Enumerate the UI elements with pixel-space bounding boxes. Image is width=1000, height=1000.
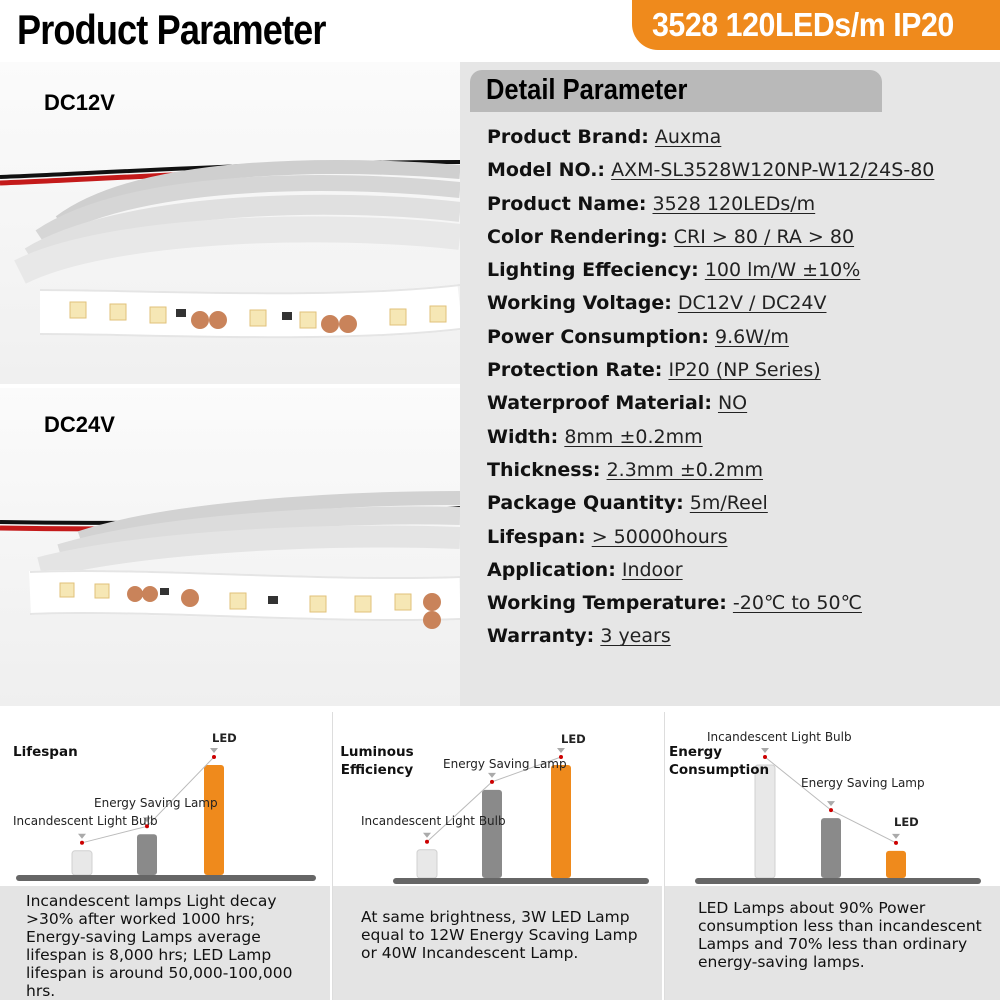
parameter-row — [487, 555, 934, 588]
chart-baseline — [393, 878, 649, 884]
parameter-row — [487, 588, 934, 621]
parameter-value: 8mm ±0.2mm — [564, 425, 703, 448]
pointer-triangle-icon — [78, 834, 86, 839]
parameter-row — [487, 189, 934, 222]
parameter-label: Power Consumption: — [487, 325, 709, 348]
parameter-label: Thickness: — [487, 458, 601, 481]
lifespan-comparison-panel — [0, 712, 330, 1000]
bar-incandescent — [755, 765, 775, 878]
bar-energy-saving — [821, 818, 841, 878]
bar-label-incandescent: Incandescent Light Bulb — [707, 730, 852, 744]
parameter-row — [487, 122, 934, 155]
parameter-label: Working Voltage: — [487, 292, 672, 315]
parameter-value: CRI > 80 / RA > 80 — [673, 225, 855, 248]
parameter-row — [487, 522, 934, 555]
pointer-triangle-icon — [488, 773, 496, 778]
parameter-value: 3528 120LEDs/m — [652, 192, 816, 215]
bar-label-led: LED — [561, 732, 586, 746]
parameter-label: Waterproof Material: — [487, 392, 712, 415]
parameter-value: Auxma — [654, 126, 722, 148]
parameter-value: -20℃ to 50℃ — [732, 592, 862, 615]
parameter-label: Warranty: — [487, 625, 595, 648]
parameter-value: Indoor — [621, 558, 683, 581]
parameter-label: Protection Rate: — [487, 359, 663, 382]
parameter-row — [487, 621, 934, 654]
parameter-row — [487, 322, 934, 355]
parameter-value: > 50000hours — [591, 525, 728, 548]
chart-baseline — [695, 878, 981, 884]
detail-parameter-heading-text: Detail Parameter — [486, 74, 688, 106]
bar-incandescent — [72, 851, 92, 875]
pointer-triangle-icon — [210, 748, 218, 753]
parameter-row — [487, 455, 934, 488]
parameter-label: Lifespan: — [487, 525, 586, 548]
parameter-label: Product Name: — [487, 192, 647, 215]
pointer-triangle-icon — [423, 833, 431, 838]
bar-label-led: LED — [212, 731, 237, 745]
parameter-label: Application: — [487, 558, 616, 581]
bar-label-incandescent: Incandescent Light Bulb — [13, 814, 158, 828]
parameter-value: AXM-SL3528W120NP-W12/24S-80 — [611, 159, 935, 182]
panel-title: Lifespan — [13, 744, 78, 760]
parameter-row — [487, 488, 934, 521]
bar-label-incandescent: Incandescent Light Bulb — [361, 814, 506, 828]
parameter-value: IP20 (NP Series) — [668, 359, 821, 382]
bar-led — [886, 851, 906, 878]
bar-label-led: LED — [894, 815, 919, 829]
parameter-label: Width: — [487, 425, 559, 448]
led-strip-photo-12v — [0, 62, 460, 384]
bar-label-energy-saving: Energy Saving Lamp — [801, 776, 925, 790]
parameter-list — [487, 122, 934, 655]
bar-energy-saving — [137, 834, 157, 875]
trend-dot — [212, 755, 216, 759]
parameter-row — [487, 388, 934, 421]
trend-dot — [490, 780, 494, 784]
bar-incandescent — [417, 850, 437, 878]
trend-dot — [829, 808, 833, 812]
panel-description: At same brightness, 3W LED Lamp equal to 12W Energy Scaving Lamp or 40W Incandescent Lamp. — [333, 886, 662, 1000]
parameter-value: 2.3mm ±0.2mm — [606, 458, 764, 481]
parameter-label: Package Quantity: — [487, 492, 684, 515]
parameter-row — [487, 155, 934, 188]
parameter-label: Working Temperature: — [487, 592, 727, 615]
bar-energy-saving — [482, 790, 502, 878]
header — [0, 0, 1000, 62]
parameter-row — [487, 422, 934, 455]
pointer-triangle-icon — [892, 834, 900, 839]
pointer-triangle-icon — [557, 748, 565, 753]
parameter-label: Product Brand: — [487, 126, 649, 148]
bar-led — [551, 765, 571, 878]
parameter-value: NO — [717, 392, 748, 415]
voltage-label: DC24V — [44, 412, 115, 437]
chart-baseline — [16, 875, 316, 881]
panel-description: Incandescent lamps Light decay >30% after worked 1000 hrs; Energy-saving Lamps average lifespan is 8,000 hrs; LED Lamp lifespan is around 50,000-100,000 hrs. — [0, 886, 330, 1000]
bar-label-energy-saving: Energy Saving Lamp — [443, 757, 567, 771]
product-badge — [632, 0, 1000, 50]
parameter-label: Lighting Effeciency: — [487, 259, 699, 282]
led-strip-photo-24v — [0, 388, 460, 706]
luminous-efficiency-comparison-panel — [332, 712, 662, 1000]
parameter-value: DC12V / DC24V — [677, 292, 827, 315]
parameter-row — [487, 222, 934, 255]
trend-dot — [80, 841, 84, 845]
luminous-efficiency-bar-chart — [333, 712, 662, 886]
panel-title: Energy Consumption — [669, 744, 770, 778]
detail-parameter-panel — [460, 62, 1000, 706]
parameter-value: 100 lm/W ±10% — [704, 259, 861, 282]
parameter-value: 5m/Reel — [689, 492, 768, 515]
detail-parameter-heading — [470, 70, 882, 112]
product-badge-text: 3528 120LEDs/m IP20 — [652, 6, 954, 43]
panel-title: Luminous Efficiency — [340, 744, 414, 778]
parameter-row — [487, 288, 934, 321]
voltage-label: DC12V — [44, 90, 115, 115]
parameter-label: Model NO.: — [487, 159, 606, 182]
parameter-value: 3 years — [600, 625, 671, 648]
panel-description: LED Lamps about 90% Power consumption less than incandescent Lamps and 70% less than ordinary energy-saving lamps. — [665, 886, 1000, 1000]
bar-label-energy-saving: Energy Saving Lamp — [94, 796, 218, 810]
trend-dot — [894, 841, 898, 845]
pointer-triangle-icon — [827, 801, 835, 806]
parameter-row — [487, 355, 934, 388]
trend-dot — [425, 840, 429, 844]
parameter-label: Color Rendering: — [487, 225, 668, 248]
bar-led — [204, 765, 224, 875]
parameter-value: 9.6W/m — [714, 325, 789, 348]
page-title: Product Parameter — [17, 6, 326, 53]
parameter-row — [487, 255, 934, 288]
energy-consumption-comparison-panel — [664, 712, 1000, 1000]
